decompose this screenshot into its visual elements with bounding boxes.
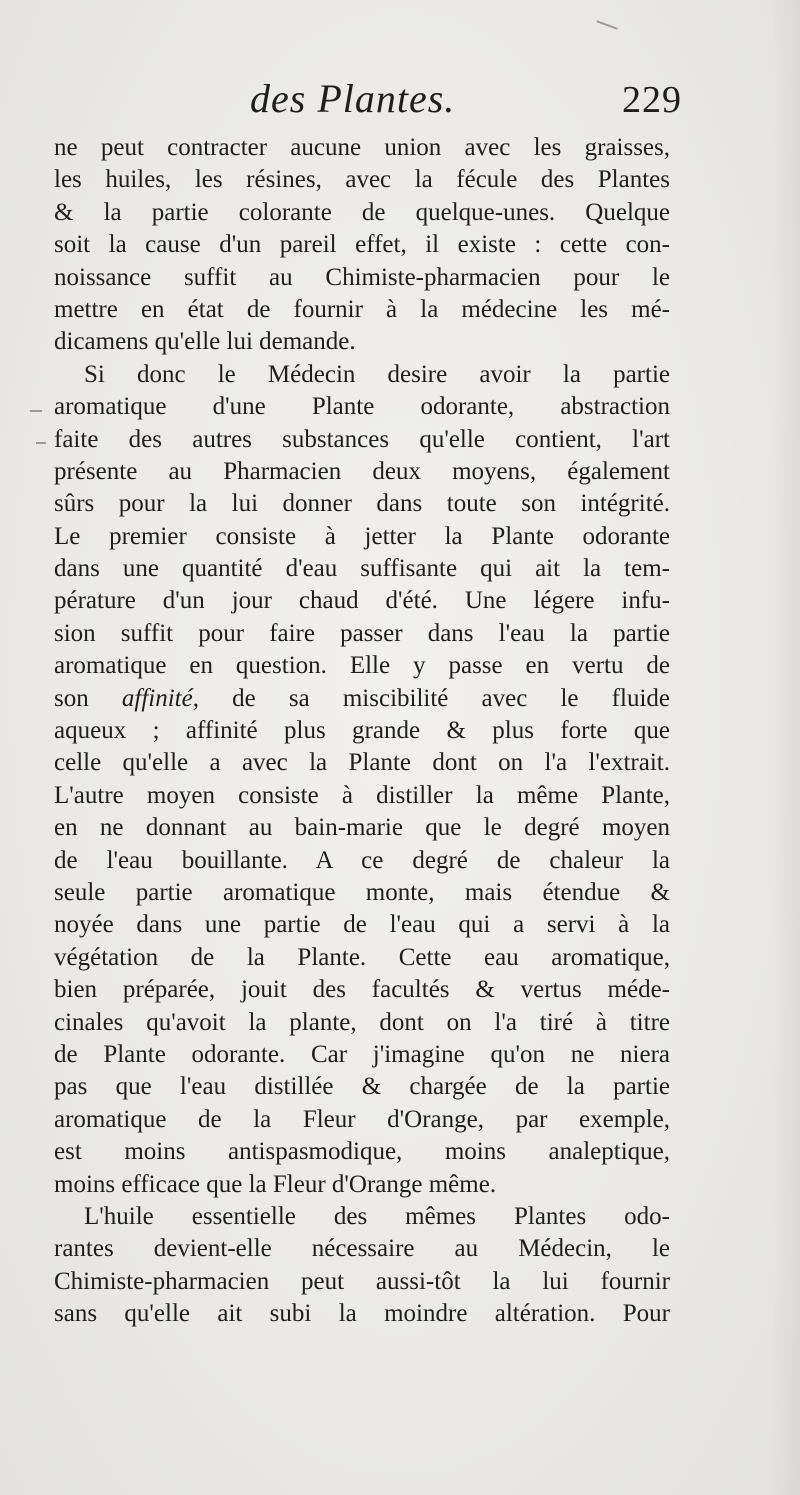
- text-line: sans qu'elle ait subi la moindre altération. Pour: [54, 1300, 670, 1328]
- text-line: & la partie colorante de quelque-unes. Quelque: [54, 198, 670, 226]
- text-line: soit la cause d'un pareil effet, il existe : cette con-: [54, 231, 670, 259]
- text-line: les huiles, les résines, avec la fécule des Plantes: [54, 166, 670, 194]
- text-line: mettre en état de fournir à la médecine les mé-: [54, 295, 670, 323]
- emphasis-affinite: affinité: [121, 684, 193, 712]
- text-line: ne peut contracter aucune union avec les graisses,: [54, 134, 670, 161]
- text-line: végétation de la Plante. Cette eau aromatique,: [54, 943, 670, 971]
- text-line: de Plante odorante. Car j'imagine qu'on ne niera: [54, 1040, 670, 1068]
- text-line: seule partie aromatique monte, mais étendue &: [54, 878, 670, 906]
- text-line: de l'eau bouillante. A ce degré de chaleur la: [54, 846, 670, 874]
- text-line: L'autre moyen consiste à distiller la même Plante,: [54, 781, 670, 809]
- page-header: [250, 74, 682, 130]
- text-line: en ne donnant au bain-marie que le degré moyen: [54, 814, 670, 842]
- body-text: [54, 132, 670, 1330]
- text-line: Le premier consiste à jetter la Plante odorante: [54, 522, 670, 550]
- margin-mark: [30, 410, 42, 412]
- text-line: son affinité, de sa miscibilité avec le fluide: [54, 684, 670, 712]
- page-number: 229: [622, 79, 682, 121]
- running-head: des Plantes.: [250, 76, 456, 121]
- paragraph-first-line: L'huile essentielle des mêmes Plantes odo-: [84, 1202, 670, 1230]
- text-line: aromatique d'une Plante odorante, abstraction: [54, 393, 670, 421]
- text-line: aqueux ; affinité plus grande & plus forte que: [54, 717, 670, 745]
- margin-mark: [36, 442, 46, 444]
- text-line: noyée dans une partie de l'eau qui a servi à la: [54, 911, 670, 939]
- text-line: aromatique de la Fleur d'Orange, par exemple,: [54, 1105, 670, 1133]
- text-line: pas que l'eau distillée & chargée de la partie: [54, 1073, 670, 1101]
- text-line: présente au Pharmacien deux moyens, également: [54, 457, 670, 485]
- text-line: noissance suffit au Chimiste-pharmacien pour le: [54, 263, 670, 291]
- text-line: moins efficace que la Fleur d'Orange même.: [54, 1170, 497, 1198]
- text-line: pérature d'un jour chaud d'été. Une légere infu-: [54, 587, 670, 615]
- text-line: faite des autres substances qu'elle contient, l'art: [54, 425, 670, 453]
- paragraph-first-line: Si donc le Médecin desire avoir la partie: [84, 360, 670, 388]
- text-line: rantes devient-elle nécessaire au Médecin, le: [54, 1235, 670, 1263]
- text-line: celle qu'elle a avec la Plante dont on l'a l'extrait.: [54, 749, 670, 777]
- margin-mark: [596, 20, 617, 29]
- text-line: bien préparée, jouit des facultés & vertus méde-: [54, 976, 670, 1004]
- text-line: sion suffit pour faire passer dans l'eau la partie: [54, 619, 670, 647]
- text-line: sûrs pour la lui donner dans toute son intégrité.: [54, 490, 670, 518]
- text-line: Chimiste-pharmacien peut aussi-tôt la lui fournir: [54, 1267, 670, 1295]
- text-line: aromatique en question. Elle y passe en vertu de: [54, 652, 670, 680]
- text-line: cinales qu'avoit la plante, dont on l'a tiré à titre: [54, 1008, 670, 1036]
- text-line: dicamens qu'elle lui demande.: [54, 328, 356, 356]
- text-line: dans une quantité d'eau suffisante qui ait la tem-: [54, 555, 670, 583]
- text-line: est moins antispasmodique, moins analeptique,: [54, 1138, 670, 1166]
